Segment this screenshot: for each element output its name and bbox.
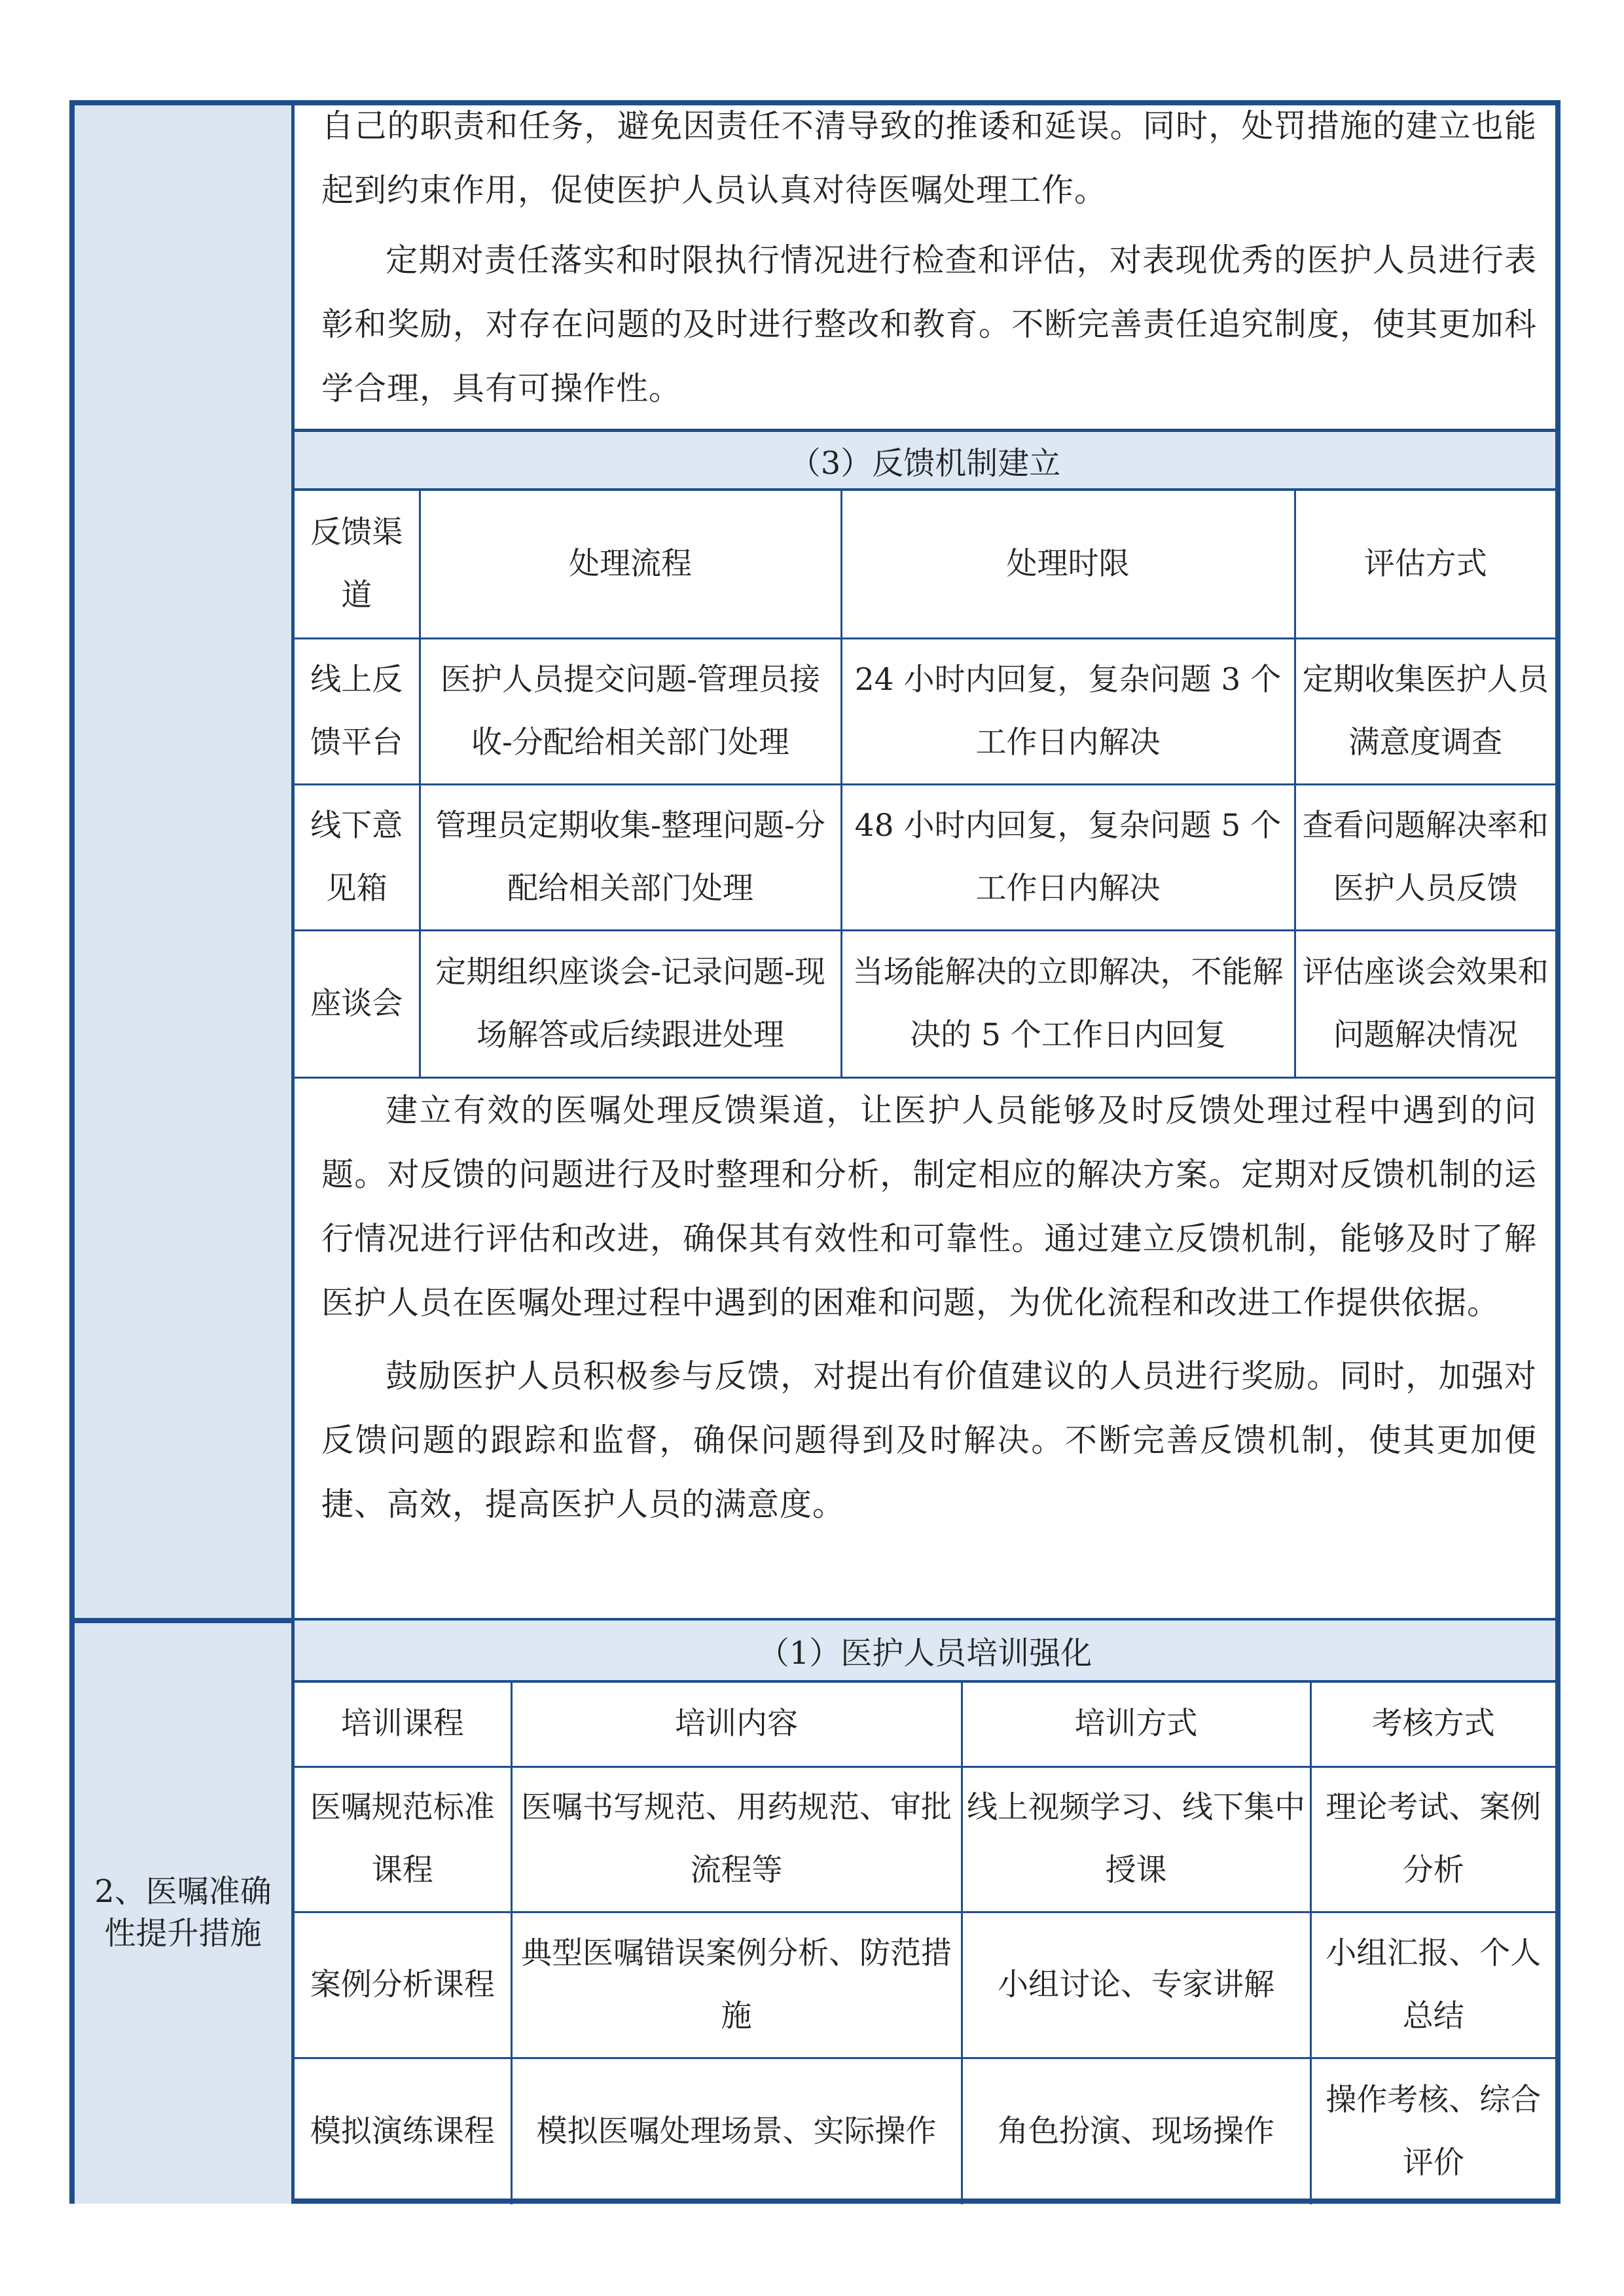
table-header: 处理时限 [841,491,1295,638]
table-cell: 小组汇报、个人总结 [1310,1912,1555,2058]
main-table [69,100,1561,2204]
section2-content [295,1621,1555,2204]
table-cell: 48 小时内回复，复杂问题 5 个工作日内解决 [841,784,1295,930]
table-cell: 管理员定期收集-整理问题-分配给相关部门处理 [420,784,841,930]
table-header: 评估方式 [1295,491,1555,638]
table-cell: 当场能解决的立即解决，不能解决的 5 个工作日内回复 [841,930,1295,1077]
table-row [295,930,1555,1077]
paragraph: 建立有效的医嘱处理反馈渠道，让医护人员能够及时反馈处理过程中遇到的问题。对反馈的问题进行及时整理和分析，制定相应的解决方案。定期对反馈机制的运行情况进行评估和改进，确保其有效性和可靠性。通过建立反馈机制，能够及时了解医护人员在医嘱处理过程中遇到的困难和问题，为优化流程和改进工作提供依据。 [321,1091,1537,1321]
table-cell: 24 小时内回复，复杂问题 3 个工作日内解决 [841,638,1295,784]
table-header-row [295,1683,1555,1767]
table-header-row [295,491,1555,638]
table-header: 培训内容 [511,1683,962,1767]
table-cell: 线下意见箱 [295,784,420,930]
table-cell: 案例分析课程 [295,1912,511,2058]
table-header: 培训方式 [962,1683,1310,1767]
table-cell: 医嘱书写规范、用药规范、审批流程等 [511,1767,962,1912]
table-cell: 查看问题解决率和医护人员反馈 [1295,784,1555,930]
table-cell: 典型医嘱错误案例分析、防范措施 [511,1912,962,2058]
table-header: 反馈渠道 [295,491,420,638]
feedback-table [295,491,1555,1079]
table-cell: 线上视频学习、线下集中授课 [962,1767,1310,1912]
section-label-cell-empty [75,105,295,1621]
table-cell: 模拟医嘱处理场景、实际操作 [511,2058,962,2204]
section-label: 2、医嘱准确性提升措施 [94,1873,272,1952]
table-cell: 线上反馈平台 [295,638,420,784]
table-cell: 评估座谈会效果和问题解决情况 [1295,930,1555,1077]
table-cell: 小组讨论、专家讲解 [962,1912,1310,2058]
table-header: 培训课程 [295,1683,511,1767]
paragraph: 鼓励医护人员积极参与反馈，对提出有价值建议的人员进行奖励。同时，加强对反馈问题的跟踪和监督，确保问题得到及时解决。不断完善反馈机制，使其更加便捷、高效，提高医护人员的满意度。 [321,1357,1537,1523]
table-cell: 操作考核、综合评价 [1310,2058,1555,2204]
table-header: 考核方式 [1310,1683,1555,1767]
section-label-cell [75,1621,295,2204]
subsection-title: （1）医护人员培训强化 [295,1621,1555,1683]
table-row [295,1912,1555,2058]
table-row [295,1767,1555,1912]
table-row [295,638,1555,784]
section1-content [295,105,1555,1618]
subsection-title: （3）反馈机制建立 [295,429,1555,491]
table-cell: 医嘱规范标准课程 [295,1767,511,1912]
table-row [295,784,1555,930]
table-cell: 定期收集医护人员满意度调查 [1295,638,1555,784]
table-cell: 医护人员提交问题-管理员接收-分配给相关部门处理 [420,638,841,784]
paragraph: 定期对责任落实和时限执行情况进行检查和评估，对表现优秀的医护人员进行表彰和奖励，对存在问题的及时进行整改和教育。不断完善责任追究制度，使其更加科学合理，具有可操作性。 [321,242,1537,407]
table-cell: 座谈会 [295,930,420,1077]
table-header: 处理流程 [420,491,841,638]
table-row [295,2058,1555,2204]
training-table [295,1683,1555,2204]
table-cell: 角色扮演、现场操作 [962,2058,1310,2204]
paragraph: 自己的职责和任务，避免因责任不清导致的推诿和延误。同时，处罚措施的建立也能起到约束作用，促使医护人员认真对待医嘱处理工作。 [321,107,1537,209]
table-cell: 理论考试、案例分析 [1310,1767,1555,1912]
table-cell: 定期组织座谈会-记录问题-现场解答或后续跟进处理 [420,930,841,1077]
table-cell: 模拟演练课程 [295,2058,511,2204]
